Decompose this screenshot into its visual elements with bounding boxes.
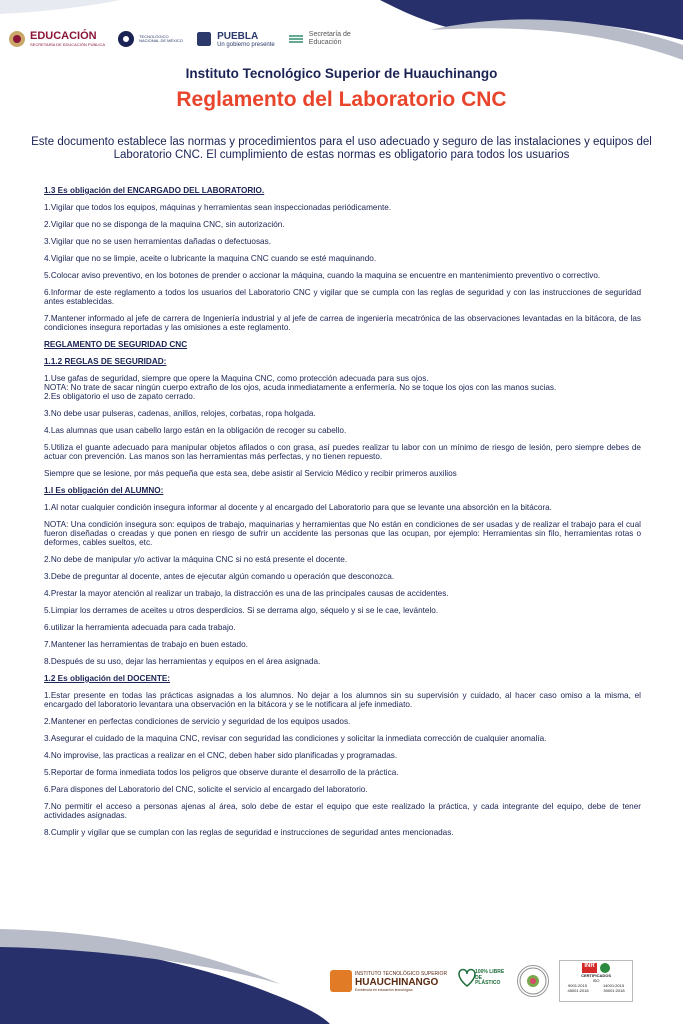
tecnm-gear-icon [117,30,135,48]
secretaria-lines-icon [287,30,305,48]
itsh-line1: INSTITUTO TECNOLÓGICO SUPERIOR [355,970,448,977]
seguridad-item-1: 1.Use gafas de seguridad, siempre que opere la Maquina CNC, como protección adecuada para sus ojos. [44,374,429,383]
cert-code-3: 45001:2018 [567,988,589,993]
globe-icon [600,963,610,973]
seguridad-item-2: 2.Es obligatorio el uso de zapato cerrado. [44,392,196,401]
itsh-name: HUAUCHINANGO [355,976,439,988]
seguridad-item-1-note: NOTA: No trate de sacar ningún cuerpo extraño de los ojos, acuda inmediatamente a enfermería. No se toque los ojos con las manos sucias. [44,383,557,392]
encargado-item-5: 5.Colocar aviso preventivo, en los botones de prender o accionar la máquina, cuando la maquina se encuentre en mantenimiento preventivo o correctivo. [44,271,601,280]
inr-label: INR [582,963,596,973]
educacion-label: EDUCACIÓN [30,30,97,42]
docente-item-4: 4.No improvise, las practicas a realizar en el CNC, deben haber sido planificadas y programadas. [44,751,398,760]
itsh-logo [330,970,447,992]
encargado-item-1: 1.Vigilar que todos los equipos, máquinas y herramientas sean inspeccionadas periódicamente. [44,203,392,212]
docente-item-6: 6.Para dispones del Laboratorio del CNC, solicite el servicio al encargado del laboratorio. [44,785,368,794]
header-logos [8,24,368,54]
itsh-emblem-icon [330,970,352,992]
secretaria-label: Secretaría de Educación [308,31,351,46]
cert-iso: ISO [592,978,600,983]
docente-item-7: 7.No permitir el acceso a personas ajenas al área, solo debe de estar el equipo que este realizado la práctica, y cada integrante del equipo, debe de tener actividades asignadas. [44,802,641,820]
itsh-line3: Excelencia en educación tecnológica [355,987,413,992]
cert-code-1: 9001:2015 [568,983,587,988]
encargado-item-2: 2.Vigilar que no se disponga de la maquina CNC, sin autorización. [44,220,285,229]
page-title: Reglamento del Laboratorio CNC [176,88,507,111]
seguridad-item-3: 3.No debe usar pulseras, cadenas, anillos, relojes, corbatas, ropa holgada. [44,409,316,418]
certification-badge [559,960,633,1002]
cert-code-4: 50001:2018 [603,988,625,993]
docente-item-3: 3.Asegurar el cuidado de la maquina CNC, revisar con seguridad las condiciones y solicitar la inmediata corrección de cualquier anomalía. [44,734,547,743]
plastico-free-logo [457,964,507,998]
section-heading-encargado: 1.3 Es obligación del ENCARGADO DEL LABORATORIO. [44,186,265,195]
seguridad-closing: Siempre que se lesione, por más pequeña que esta sea, debe asistir al Servicio Médico y recibir primeros auxilios [44,469,457,478]
docente-item-2: 2.Mantener en perfectas condiciones de servicio y seguridad de los equipos usados. [44,717,351,726]
educacion-logo [8,30,105,48]
puebla-sub-label: Un gobierno presente [217,41,275,48]
mexico-seal-icon [8,30,26,48]
alumno-item-5: 5.Limpiar los derrames de aceites u otros desperdicios. Si se derrama algo, séquelo y si se le cae, levántelo. [44,606,439,615]
docente-item-1: 1.Estar presente en todas las prácticas asignadas a los alumnos. No dejar a los alumnos sin su supervisión y cuidado, al hacer caso omiso a la misma, el encargado del laboratorio levantara una observación en la bitácora y se le notificara al jefe inmediato. [44,691,641,709]
seguridad-item-4: 4.Las alumnas que usan cabello largo están en la obligación de recoger su cabello. [44,426,347,435]
tecnm-logo [117,30,183,48]
encargado-item-6: 6.Informar de este reglamento a todos los usuarios del Laboratorio CNC y vigilar que se cumpla con las reglas de seguridad y con las instrucciones de seguridad antes establecidas. [44,288,641,306]
alumno-item-3: 3.Debe de preguntar al docente, antes de ejecutar algún comando u operación que desconozca. [44,572,395,581]
cert-code-2: 14001:2015 [602,983,625,988]
alumno-item-1: 1.Al notar cualquier condición insegura informar al docente y al encargado del Laboratorio para que se levante una absorción en la bitácora. [44,503,552,512]
puebla-logo [195,30,275,48]
encargado-item-4: 4.Vigilar que no se limpie, aceite o lubricante la maquina CNC cuando se esté maquinando. [44,254,377,263]
section-heading-alumno: 1.I Es obligación del ALUMNO: [44,486,164,495]
section-heading-docente: 1.2 Es obligación del DOCENTE: [44,674,171,683]
tecnm-label: TECNOLÓGICO NACIONAL DE MÉXICO [139,33,183,43]
secretaria-logo [287,30,363,48]
institute-title: Instituto Tecnológico Superior de Huauchinango [185,66,498,81]
alumno-item-7: 7.Mantener las herramientas de trabajo en buen estado. [44,640,248,649]
educacion-sub-label: SECRETARÍA DE EDUCACIÓN PÚBLICA [30,42,106,47]
round-seal-icon [517,965,549,997]
alumno-item-6: 6.utilizar la herramienta adecuada para cada trabajo. [44,623,236,632]
intro-paragraph: Este documento establece las normas y procedimientos para el uso adecuado y seguro de las instalaciones y equipos del Laboratorio CNC. El cumplimiento de estas normas es obligatorio para todos los usuarios [31,136,652,161]
alumno-item-8: 8.Después de su uso, dejar las herramientas y equipos en el área asignada. [44,657,321,666]
puebla-emblem-icon [195,30,213,48]
section-subheading-reglas: 1.1.2 REGLAS DE SEGURIDAD: [44,357,167,366]
footer-logos [330,956,675,1006]
seguridad-item-5: 5.Utiliza el guante adecuado para manipular objetos afilados o con grasa, así puedes realizar tu labor con un mínimo de riesgo de lesión, pero siempre debes de actuar con prevención. Las manos son las herramientas más perfectas, y no tienen repuesto. [44,443,641,461]
encargado-item-7: 7.Mantener informado al jefe de carrera de Ingeniería industrial y al jefe de carrea de ingeniería mecatrónica de las observaciones levantadas en la bitácora, de las condiciones insegura reportadas y las omisiones a este reglamento. [44,314,641,332]
plastico-label: 100% LIBRE DE PLÁSTICO [475,969,505,986]
document-body [44,186,641,837]
cert-label: CERTIFICADOS [581,973,612,978]
section-heading-seguridad: REGLAMENTO DE SEGURIDAD CNC [44,340,188,349]
docente-item-5: 5.Reportar de forma inmediata todos los peligros que observe durante el desarrollo de la práctica. [44,768,399,777]
alumno-item-2: 2.No debe de manipular y/o activar la máquina CNC si no está presente el docente. [44,555,348,564]
puebla-label: PUEBLA [217,30,259,42]
docente-item-8: 8.Cumplir y vigilar que se cumplan con las reglas de seguridad e instrucciones de seguridad antes mencionadas. [44,828,454,837]
encargado-item-3: 3.Vigilar que no se usen herramientas dañadas o defectuosas. [44,237,271,246]
alumno-item-4: 4.Prestar la mayor atención al realizar un trabajo, la distracción es una de las principales causas de accidentes. [44,589,449,598]
alumno-note: NOTA: Una condición insegura son: equipos de trabajo, maquinarias y herramientas que No están en condiciones de ser usadas y de realizar el trabajo para el cual fueron diseñadas o creadas y que ponen en riesgo de sufrir un accidente las personas que las ocupan, por ejemplo: Herramientas sin filo, herramientas rotas o deformes, cables sueltos, etc. [44,520,641,547]
